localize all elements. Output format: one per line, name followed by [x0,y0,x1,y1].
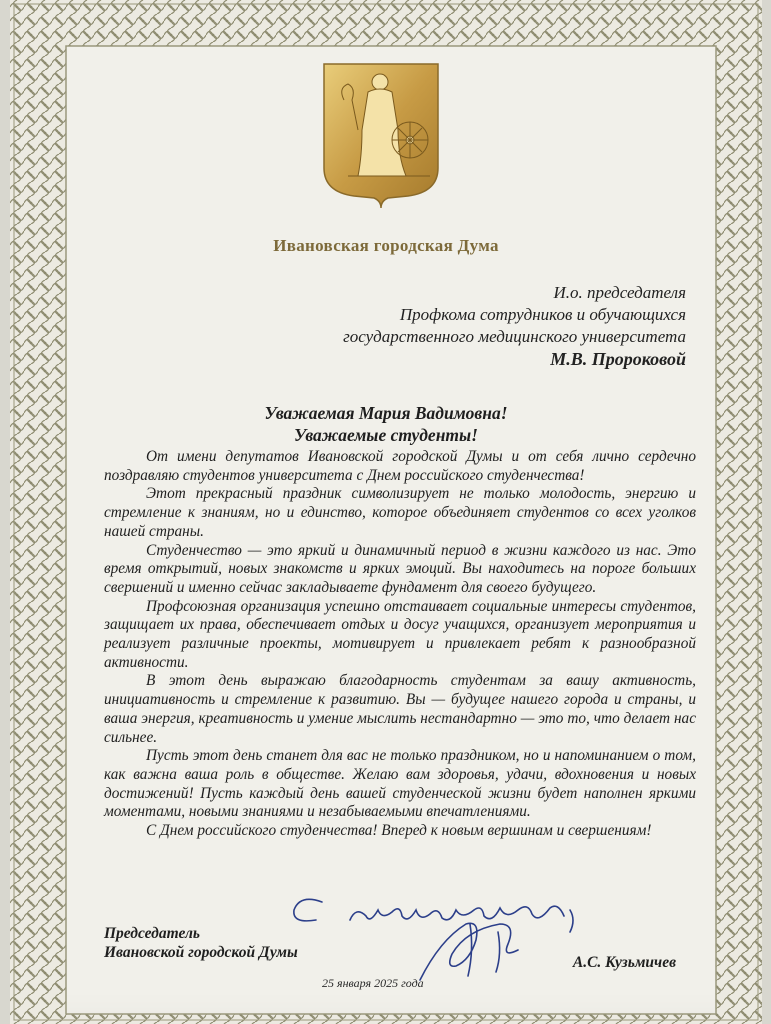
paragraph: Студенчество — это яркий и динамичный период в жизни каждого из нас. Это время открытий, новых знакомств и ярких эмоций. Вы находитесь на пороге больших свершений и именно сейчас закладываете фундамент для своего будущего. [104,541,696,596]
addressee-organization: Профкома сотрудников и обучающихся [399,305,686,324]
greeting [10,402,762,446]
city-emblem [318,60,444,210]
signatory-name: А.С. Кузьмичев [572,954,676,971]
paragraph: От имени депутатов Ивановской городской Думы и от себя лично сердечно поздравляю студентов университета с Днем российского студенчества! [104,448,696,484]
certificate-paper [10,0,762,1024]
paragraph: Профсоюзная организация успешно отстаивает социальные интересы студентов, защищает их права, обеспечивает отдых и досуг учащихся, организует мероприятия и реализует различные проекты, мотивирует и привлекает ребят к разнообразной активности. [104,597,696,671]
paragraph: С Днем российского студенчества! Вперед к новым вершинам и свершениям! [146,822,652,840]
signatory-organization: Ивановской городской Думы [104,944,298,961]
addressee-position: И.о. председателя [553,283,686,302]
addressee-block [343,282,686,370]
greeting-students: Уважаемые студенты! [294,425,478,445]
handwritten-signature [270,880,610,990]
letter-date: 25 января 2025 года [322,976,424,990]
addressee-university: государственного медицинского университета [343,327,686,346]
signatory-title [104,924,298,962]
organization-title: Ивановская городская Дума [273,236,499,255]
paragraph: Этот прекрасный праздник символизирует не только молодость, энергию и стремление к знаниям, но и единство, которое объединяет студентов со всех уголков нашей страны. [104,485,696,540]
paragraph: В этот день выражаю благодарность студентам за вашу активность, инициативность и стремление к развитию. Вы — будущее нашего города и страны, и ваша энергия, креативность и умение мыслить нестандартно — это то, что делает нас сильнее. [104,672,696,746]
greeting-personal: Уважаемая Мария Вадимовна! [264,403,508,423]
signatory-position: Председатель [104,925,200,942]
addressee-name: М.В. Пророковой [550,349,686,369]
letter-body [104,448,696,841]
paragraph: Пусть этот день станет для вас не только праздником, но и напоминанием о том, как важна ваша роль в обществе. Желаю вам здоровья, удачи, вдохновения и новых достижений! Пусть каждый день вашей студенческой жизни будет наполнен яркими моментами, новыми знаниями и незабываемыми впечатлениями. [104,747,696,821]
